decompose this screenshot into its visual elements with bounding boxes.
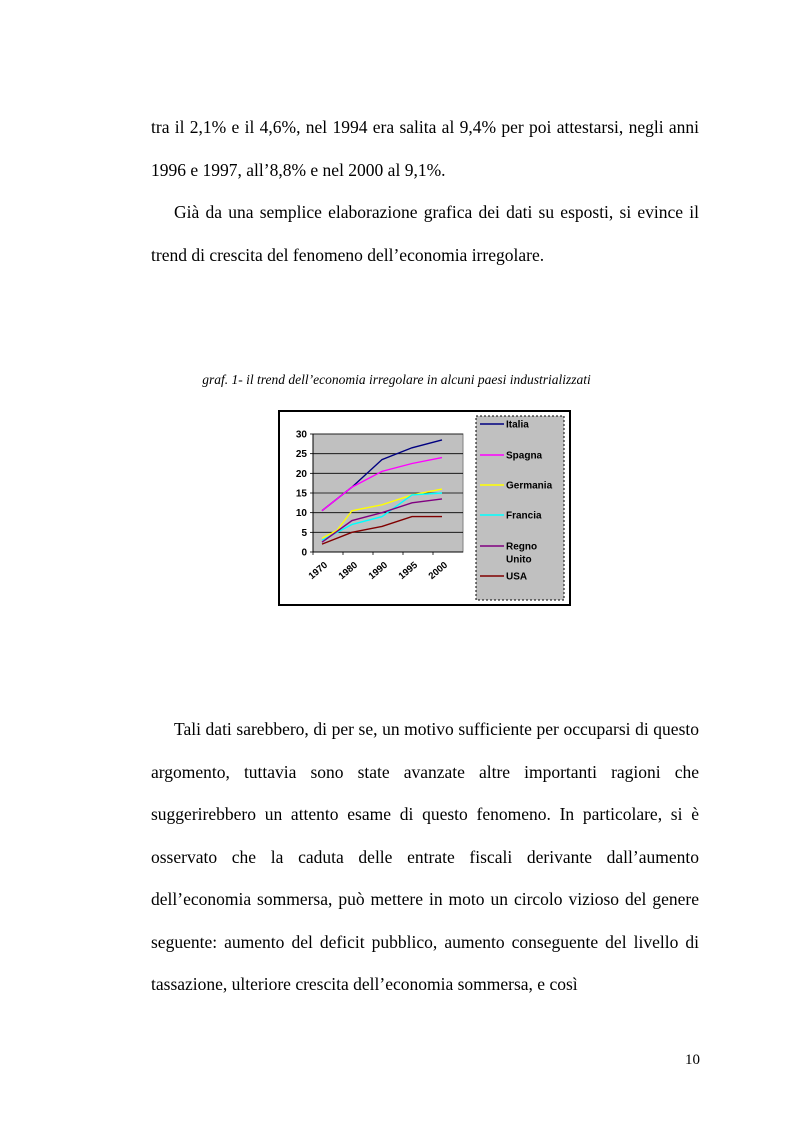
legend-label: Unito bbox=[506, 554, 532, 566]
x-tick-label: 1990 bbox=[366, 559, 390, 582]
y-tick-label: 15 bbox=[295, 488, 307, 500]
y-tick-label: 10 bbox=[295, 508, 307, 520]
paragraph-3: Tali dati sarebbero, di per se, un motivo sufficiente per occuparsi di questo argomento, tuttavia sono state avanzate altre importanti ragioni che suggerirebbero un attento esame di questo fenomeno. In particolare, si è osservato che la caduta delle entrate fiscali derivante dall’aumento dell’economia sommersa, può mettere in moto un circolo vizioso del genere seguente: aumento del deficit pubblico, aumento conseguente del livello di tassazione, ulteriore crescita dell’economia sommersa, e così bbox=[151, 719, 699, 994]
x-tick-label: 1995 bbox=[396, 559, 420, 582]
legend-label: Germania bbox=[506, 480, 553, 492]
legend-label: Italia bbox=[506, 419, 529, 431]
y-tick-label: 30 bbox=[295, 429, 307, 441]
y-tick-label: 25 bbox=[295, 449, 307, 461]
legend-label: USA bbox=[506, 571, 528, 583]
line-chart bbox=[280, 412, 569, 604]
y-tick-label: 0 bbox=[301, 547, 307, 559]
paragraph-1: tra il 2,1% e il 4,6%, nel 1994 era salita al 9,4% per poi attestarsi, negli anni 1996 e 1997, all’8,8% e nel 2000 al 9,1%. bbox=[151, 117, 699, 180]
paragraph-2: Già da una semplice elaborazione grafica dei dati su esposti, si evince il trend di crescita del fenomeno dell’economia irregolare. bbox=[151, 202, 699, 265]
chart-frame bbox=[278, 410, 571, 606]
x-tick-label: 1970 bbox=[306, 559, 330, 582]
x-tick-label: 1980 bbox=[336, 559, 360, 582]
legend-label: Regno bbox=[506, 541, 538, 553]
legend-label: Spagna bbox=[506, 450, 543, 462]
chart-caption: graf. 1- il trend dell’economia irregolare in alcuni paesi industrializzati bbox=[202, 372, 591, 387]
x-tick-label: 2000 bbox=[426, 559, 450, 582]
y-tick-label: 5 bbox=[301, 527, 307, 539]
legend-label: Francia bbox=[506, 510, 542, 522]
y-tick-label: 20 bbox=[295, 468, 307, 480]
page-number: 10 bbox=[685, 1052, 700, 1068]
